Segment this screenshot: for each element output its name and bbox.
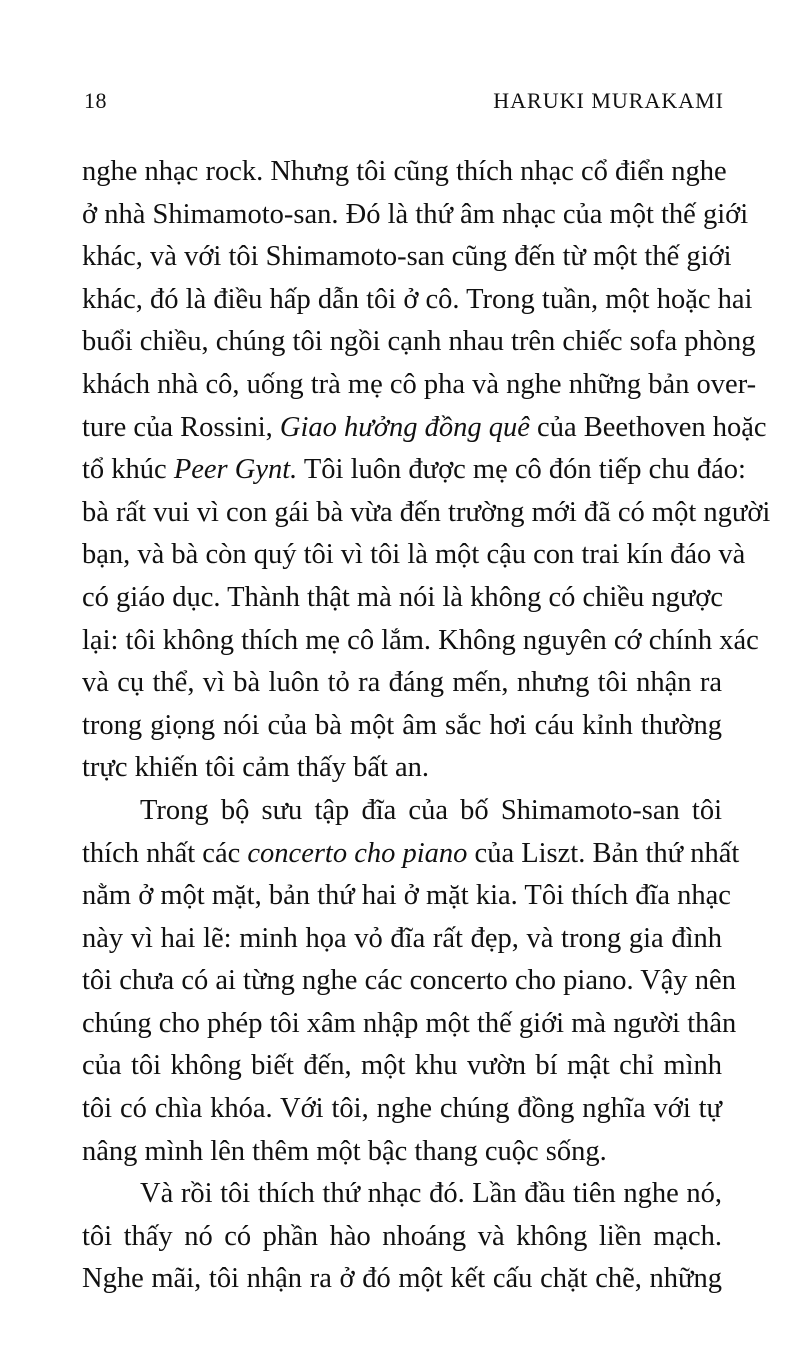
text-line: Nghe mãi, tôi nhận ra ở đó một kết cấu chặt chẽ, những — [82, 1263, 722, 1295]
text-line: trực khiến tôi cảm thấy bất an. — [82, 752, 430, 784]
italic-title: Peer Gynt. — [173, 454, 298, 486]
body-text — [82, 151, 771, 1301]
italic-title: concerto cho piano — [247, 837, 468, 869]
text-line: khác, đó là điều hấp dẫn tôi ở cô. Trong tuần, một hoặc hai — [82, 283, 753, 315]
paragraph-3 — [82, 1173, 722, 1301]
text-line: có giáo dục. Thành thật mà nói là không có chiều ngược — [82, 581, 723, 613]
text-line: ture của Rossini, Giao hưởng đồng quê của Beethoven hoặc — [82, 411, 767, 443]
page-number: 18 — [84, 88, 107, 113]
text-line: khách nhà cô, uống trà mẹ cô pha và nghe những bản over- — [82, 368, 757, 400]
text-line: Và rồi tôi thích thứ nhạc đó. Lần đầu tiên nghe nó, — [140, 1178, 722, 1210]
text-line: tổ khúc Peer Gynt. Tôi luôn được mẹ cô đón tiếp chu đáo: — [82, 454, 746, 486]
page-header — [84, 88, 724, 122]
text-line: ở nhà Shimamoto-san. Đó là thứ âm nhạc của một thế giới — [82, 198, 749, 230]
text-line: này vì hai lẽ: minh họa vỏ đĩa rất đẹp, và trong gia đình — [82, 922, 722, 954]
text-line: thích nhất các concerto cho piano của Liszt. Bản thứ nhất — [82, 837, 740, 869]
text-line: nằm ở một mặt, bản thứ hai ở mặt kia. Tôi thích đĩa nhạc — [82, 880, 731, 912]
paragraph-2 — [82, 790, 740, 1173]
italic-title: Giao hưởng đồng quê — [279, 411, 530, 443]
text-line: Trong bộ sưu tập đĩa của bố Shimamoto-san tôi — [140, 794, 722, 826]
text-line: nâng mình lên thêm một bậc thang cuộc sống. — [82, 1135, 607, 1167]
text-line: bạn, và bà còn quý tôi vì tôi là một cậu con trai kín đáo và — [82, 539, 746, 571]
text-line: trong giọng nói của bà một âm sắc hơi cáu kỉnh thường — [82, 709, 722, 741]
text-line: bà rất vui vì con gái bà vừa đến trường mới đã có một người — [82, 496, 771, 528]
text-line: buổi chiều, chúng tôi ngồi cạnh nhau trên chiếc sofa phòng — [82, 326, 756, 358]
text-line: tôi chưa có ai từng nghe các concerto cho piano. Vậy nên — [82, 965, 736, 997]
text-line: lại: tôi không thích mẹ cô lắm. Không nguyên cớ chính xác — [82, 624, 759, 656]
text-line: khác, và với tôi Shimamoto-san cũng đến từ một thế giới — [82, 241, 732, 273]
text-line: của tôi không biết đến, một khu vườn bí mật chỉ mình — [82, 1050, 722, 1082]
text-line: tôi thấy nó có phần hào nhoáng và không liền mạch. — [82, 1220, 722, 1252]
running-head-author: HARUKI MURAKAMI — [493, 88, 724, 113]
text-line: và cụ thể, vì bà luôn tỏ ra đáng mến, nhưng tôi nhận ra — [82, 667, 722, 699]
text-line: nghe nhạc rock. Nhưng tôi cũng thích nhạc cổ điển nghe — [82, 156, 727, 187]
text-line: tôi có chìa khóa. Với tôi, nghe chúng đồng nghĩa với tự — [82, 1093, 722, 1125]
paragraph-1 — [82, 151, 771, 790]
text-line: chúng cho phép tôi xâm nhập một thế giới mà người thân — [82, 1007, 737, 1039]
